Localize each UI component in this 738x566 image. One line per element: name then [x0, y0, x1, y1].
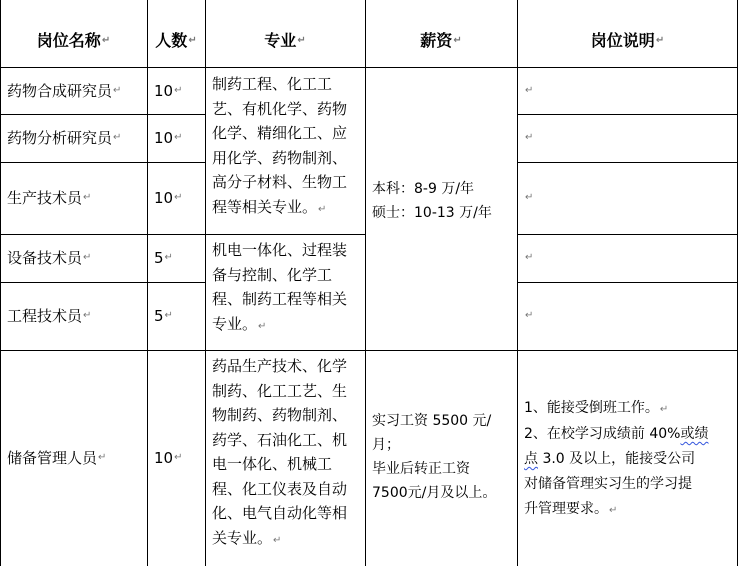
paragraph-mark-icon: ↵ [297, 34, 306, 46]
paragraph-mark-icon: ↵ [101, 34, 111, 46]
major-cell [205, 354, 365, 564]
description-line: 1、能接受倒班工作。 [524, 400, 659, 416]
count-cell [147, 350, 205, 566]
paragraph-mark-icon: ↵ [525, 132, 534, 143]
major-line: 艺、有机化学、药物 [212, 99, 348, 118]
description-cell [517, 67, 738, 114]
major-line: 化、电气自动化等相 [212, 504, 348, 522]
description-line: 3.0 及以上，能接受公司 [538, 451, 696, 467]
major-cell [205, 238, 365, 348]
description-cell [517, 282, 738, 350]
salary-line: 硕士：10-13 万/年 [372, 205, 492, 221]
major-line: 专业。 [212, 314, 258, 333]
paragraph-mark-icon: ↵ [83, 310, 92, 321]
count-value: 5 [154, 249, 164, 267]
table-row [0, 67, 147, 114]
major-line: 程等相关专业。 [212, 197, 318, 216]
paragraph-mark-icon: ↵ [609, 505, 618, 516]
header-description-text: 岗位说明 [590, 30, 655, 50]
major-line: 电一体化、机械工 [212, 455, 333, 473]
table-row [0, 234, 147, 282]
paragraph-mark-icon: ↵ [174, 192, 183, 203]
paragraph-mark-icon: ↵ [164, 310, 173, 321]
paragraph-mark-icon: ↵ [273, 534, 282, 546]
salary-cell [365, 177, 517, 233]
major-line: 关专业。 [212, 528, 273, 547]
position-name: 储备管理人员 [7, 449, 98, 467]
position-name: 工程技术员 [7, 307, 83, 325]
major-line: 备与控制、化学工 [212, 265, 333, 284]
major-line: 制药、化工工艺、生 [212, 381, 348, 400]
position-name: 生产技术员 [7, 189, 83, 207]
position-name: 设备技术员 [7, 249, 83, 267]
major-line: 药学、石油化工、机 [212, 430, 348, 449]
major-line: 物制药、药物制剂、 [212, 406, 348, 424]
major-line: 药品生产技术、化学 [212, 357, 348, 375]
paragraph-mark-icon: ↵ [113, 84, 122, 96]
paragraph-mark-icon: ↵ [188, 34, 197, 46]
position-name: 药物合成研究员 [7, 81, 113, 100]
description-line: 对储备管理实习生的学习提 [524, 476, 692, 492]
header-description [517, 14, 738, 67]
table-row [0, 350, 147, 566]
spellcheck-underline: 点 [524, 451, 538, 467]
paragraph-mark-icon: ↵ [659, 404, 669, 415]
position-name: 药物分析研究员 [7, 129, 113, 147]
count-value: 10 [154, 189, 174, 207]
table-row [0, 282, 147, 350]
description-cell [517, 114, 738, 162]
paragraph-mark-icon: ↵ [258, 320, 267, 332]
description-cell [517, 234, 738, 282]
header-position-text: 岗位名称 [36, 30, 101, 50]
description-line: 2、在校学习成绩前 40% [524, 426, 681, 442]
major-line: 程、制药工程等相关 [212, 290, 348, 308]
count-cell [147, 114, 205, 162]
paragraph-mark-icon: ↵ [453, 34, 462, 46]
header-major [205, 14, 365, 67]
count-value: 5 [154, 307, 164, 325]
paragraph-mark-icon: ↵ [174, 132, 183, 143]
count-cell [147, 67, 205, 114]
salary-cell [365, 409, 517, 509]
salary-line: 月； [372, 437, 400, 453]
count-cell [147, 282, 205, 350]
paragraph-mark-icon: ↵ [318, 203, 327, 215]
table-row [0, 162, 147, 234]
major-cell [205, 72, 365, 232]
header-count [147, 14, 205, 67]
spellcheck-underline: 或绩 [680, 426, 709, 442]
count-value: 10 [154, 449, 174, 467]
paragraph-mark-icon: ↵ [83, 252, 92, 263]
major-line: 程、化工仪表及自动 [212, 479, 348, 498]
count-value: 10 [154, 129, 174, 147]
major-line: 制药工程、化工工 [212, 75, 333, 93]
major-line: 化学、精细化工、应 [212, 124, 348, 142]
major-line: 用化学、药物制剂、 [212, 148, 348, 167]
major-line: 高分子材料、生物工 [212, 173, 348, 191]
count-cell [147, 162, 205, 234]
paragraph-mark-icon: ↵ [174, 452, 183, 463]
paragraph-mark-icon: ↵ [164, 252, 173, 263]
salary-line: 本科：8-9 万/年 [372, 181, 475, 197]
salary-line: 7500元/月及以上。 [372, 485, 497, 501]
count-value: 10 [154, 81, 174, 100]
major-line: 机电一体化、过程装 [212, 241, 348, 259]
description-cell [517, 396, 738, 526]
paragraph-mark-icon: ↵ [98, 452, 107, 463]
paragraph-mark-icon: ↵ [113, 132, 122, 143]
header-major-text: 专业 [264, 30, 297, 50]
paragraph-mark-icon: ↵ [83, 192, 92, 203]
count-cell [147, 234, 205, 282]
header-count-text: 人数 [155, 30, 188, 50]
header-position [0, 14, 147, 67]
paragraph-mark-icon: ↵ [525, 252, 534, 263]
header-salary [365, 14, 517, 67]
description-line: 升管理要求。 [524, 501, 608, 517]
salary-line: 实习工资 5500 元/ [372, 413, 492, 429]
paragraph-mark-icon: ↵ [655, 34, 665, 46]
description-cell [517, 162, 738, 234]
header-salary-text: 薪资 [420, 30, 453, 50]
paragraph-mark-icon: ↵ [525, 310, 534, 321]
paragraph-mark-icon: ↵ [174, 84, 183, 96]
table-row [0, 114, 147, 162]
paragraph-mark-icon: ↵ [525, 84, 534, 96]
paragraph-mark-icon: ↵ [525, 192, 534, 203]
salary-line: 毕业后转正工资 [372, 461, 470, 477]
